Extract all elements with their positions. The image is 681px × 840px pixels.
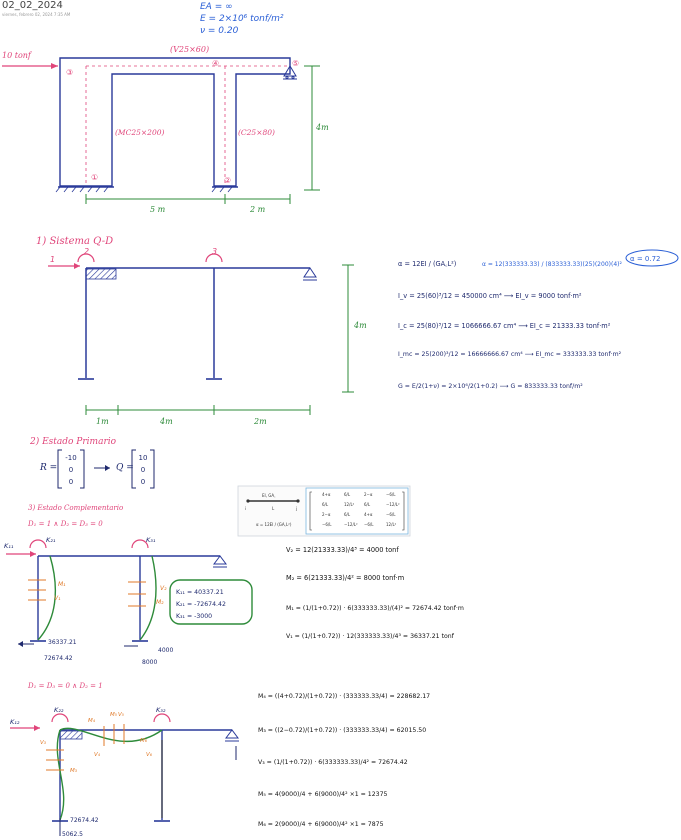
q-1: 10	[138, 454, 148, 462]
v3-label: V₃	[40, 740, 46, 746]
table-r4c4: 12/L²	[386, 522, 397, 527]
col-right-label: (C25×80)	[238, 128, 275, 137]
section1-title: 1) Sistema Q-D	[36, 236, 114, 247]
reaction-v1: 36337.21	[48, 639, 77, 646]
m2-label: M₂	[156, 599, 164, 606]
reaction-d2-moment: 72674.42	[70, 817, 99, 824]
beam-label: (V25×60)	[170, 45, 210, 54]
k32-label: K₃₂	[156, 706, 166, 714]
v1-calc: V₁ = (1/(1+0.72)) · 12(333333.33)/4³ = 36337.21 tonf	[286, 633, 454, 640]
node-2: ②	[224, 176, 232, 185]
k11-value: K₁₁ = 40337.21	[176, 589, 224, 596]
m1-calc: M₁ = (1/(1+0.72)) · 6(333333.33)/(4)² = 72674.42 tonf·m	[286, 605, 464, 612]
stiffness-matrix-image	[238, 486, 410, 536]
v4-label: V₄	[94, 752, 100, 758]
v5-label: V₅	[118, 712, 124, 718]
q-label: Q =	[116, 463, 134, 473]
table-r1c3: 2−α	[364, 492, 373, 497]
table-r3c3: 4+α	[364, 512, 373, 517]
section4-cond: D₁ = D₃ = 0 ∧ D₂ = 1	[28, 682, 103, 690]
page-timestamp: viernes, febrero 02, 2024 7:35 AM	[2, 12, 71, 17]
q-2: 0	[140, 466, 146, 474]
table-r4c1: −6/L	[322, 522, 332, 527]
primary-state	[29, 436, 154, 488]
k11-label: K₁₁	[4, 542, 14, 550]
v3-calc: V₃ = (1/(1+0.72)) · 6(333333.33)/4² = 72674.42	[258, 759, 408, 766]
k12-label: K₁₂	[10, 718, 20, 726]
page-date: 02_02_2024	[2, 0, 63, 11]
k22-label: K₂₂	[54, 706, 64, 714]
table-r4c3: −6/L	[364, 522, 374, 527]
q-3: 0	[140, 478, 146, 486]
node-3: ③	[66, 68, 74, 77]
m4-calc: M₄ = ((4+0.72)/(1+0.72)) · (333333.33/4) = 228682.17	[258, 693, 431, 700]
complementary-state-d1	[4, 504, 252, 666]
load-label: 10 tonf	[2, 51, 31, 60]
prop-e: E = 2×10⁶ tonf/m²	[200, 14, 284, 24]
table-end-j: j	[296, 506, 298, 511]
qd-height: 4m	[354, 321, 367, 330]
table-r2c2: 12/L²	[344, 502, 355, 507]
r-label: R =	[40, 463, 58, 473]
k21-value: K₂₁ = -72674.42	[176, 601, 226, 608]
table-r1c2: 6/L	[344, 492, 351, 497]
table-beam-label: EI, GA꜀	[262, 493, 276, 498]
reaction-v2: 4000	[158, 647, 174, 654]
stiffness-calcs	[398, 250, 678, 390]
m5-calc: M₅ = 4(9000)/4 + 6(9000)/4² ×1 = 12375	[258, 791, 388, 798]
table-length: L	[272, 506, 275, 511]
qd-dim-3: 2m	[254, 417, 267, 426]
v1-label: V₁	[54, 595, 61, 602]
member-calcs-1	[286, 546, 464, 640]
section2-title: 2) Estado Primario	[30, 437, 117, 447]
m6-label: M₆	[140, 738, 147, 744]
section3-title: 3) Estado Complementario	[28, 504, 124, 512]
table-r2c4: −12/L²	[386, 502, 400, 507]
alpha-sub: α = 12(333333.33) / (833333.33)(25)(200)(4)²	[482, 261, 622, 268]
member-calcs-2	[258, 693, 430, 828]
node-1: ①	[91, 173, 99, 182]
col-left-label: (MC25×200)	[115, 128, 165, 137]
v2-label: V₂	[160, 585, 167, 592]
m3-calc: M₃ = ((2−0.72)/(1+0.72)) · (333333.33/4) = 62015.50	[258, 727, 427, 734]
table-r2c1: 6/L	[322, 502, 329, 507]
v6-label: V₆	[146, 752, 152, 758]
table-alpha: α = 12EI / (GA꜀L²)	[256, 522, 292, 527]
frame-span-1: 5 m	[150, 205, 166, 214]
reaction-m1: 72674.42	[44, 655, 73, 662]
table-r3c4: −6/L	[386, 512, 396, 517]
table-r3c1: 2−α	[322, 512, 331, 517]
qd-dim-2: 4m	[160, 417, 173, 426]
r-3: 0	[68, 478, 74, 486]
frame-diagram	[2, 45, 329, 214]
reaction-m2: 8000	[142, 659, 158, 666]
iv-calc: I_v = 25(60)³/12 = 450000 cm⁴ ⟶ EI_v = 9000 tonf·m²	[398, 292, 582, 300]
ic-calc: I_c = 25(80)³/12 = 1066666.67 cm⁴ ⟶ EI_c = 21333.33 tonf·m²	[398, 322, 611, 330]
m1-label: M₁	[58, 581, 66, 588]
m5-label: M₅	[110, 712, 117, 718]
v2-calc: V₂ = 12(21333.33)/4³ = 4000 tonf	[286, 546, 399, 554]
m3-label: M₃	[70, 768, 77, 774]
node-5: ⑤	[292, 59, 300, 68]
k21-label: K₂₁	[46, 536, 56, 544]
m4-label: M₄	[88, 718, 95, 724]
dof-1: 1	[50, 255, 56, 264]
prop-ea: EA = ∞	[200, 2, 233, 12]
frame-height: 4m	[316, 123, 329, 132]
g-calc: G = E/2(1+ν) = 2×10⁶/2(1+0.2) ⟶ G = 833333.33 tonf/m²	[398, 383, 583, 390]
qd-dim-1: 1m	[96, 417, 109, 426]
k31-label: K₃₁	[146, 536, 156, 544]
dof-2: 2	[84, 247, 90, 256]
node-4: ④	[212, 59, 220, 68]
prop-nu: ν = 0.20	[200, 26, 239, 36]
imc-calc: I_mc = 25(200)³/12 = 16666666.67 cm⁴ ⟶ EI_mc = 333333.33 tonf·m²	[398, 351, 622, 358]
qd-system	[36, 236, 367, 426]
r-2: 0	[68, 466, 74, 474]
reaction-d2-shear: 5062.5	[62, 831, 83, 838]
table-r4c2: −12/L²	[344, 522, 358, 527]
m2-calc: M₂ = 6(21333.33)/4² = 8000 tonf·m	[286, 574, 405, 582]
frame-span-2: 2 m	[250, 205, 266, 214]
m6-calc: M₆ = 2(9000)/4 + 6(9000)/4² ×1 = 7875	[258, 821, 384, 828]
k31-value: K₃₁ = -3000	[176, 613, 213, 620]
table-r3c2: 6/L	[344, 512, 351, 517]
table-r1c1: 4+α	[322, 492, 331, 497]
r-1: -10	[65, 454, 77, 462]
section3-cond: D₁ = 1 ∧ D₂ = D₃ = 0	[28, 520, 103, 528]
alpha-result: α = 0.72	[630, 255, 661, 263]
dof-3: 3	[212, 247, 218, 256]
complementary-state-d2	[10, 682, 239, 838]
table-r1c4: −6/L	[386, 492, 396, 497]
alpha-def: α = 12EI / (GA꜀L²)	[398, 260, 457, 268]
table-end-i: i	[245, 506, 247, 511]
table-r2c3: 6/L	[364, 502, 371, 507]
